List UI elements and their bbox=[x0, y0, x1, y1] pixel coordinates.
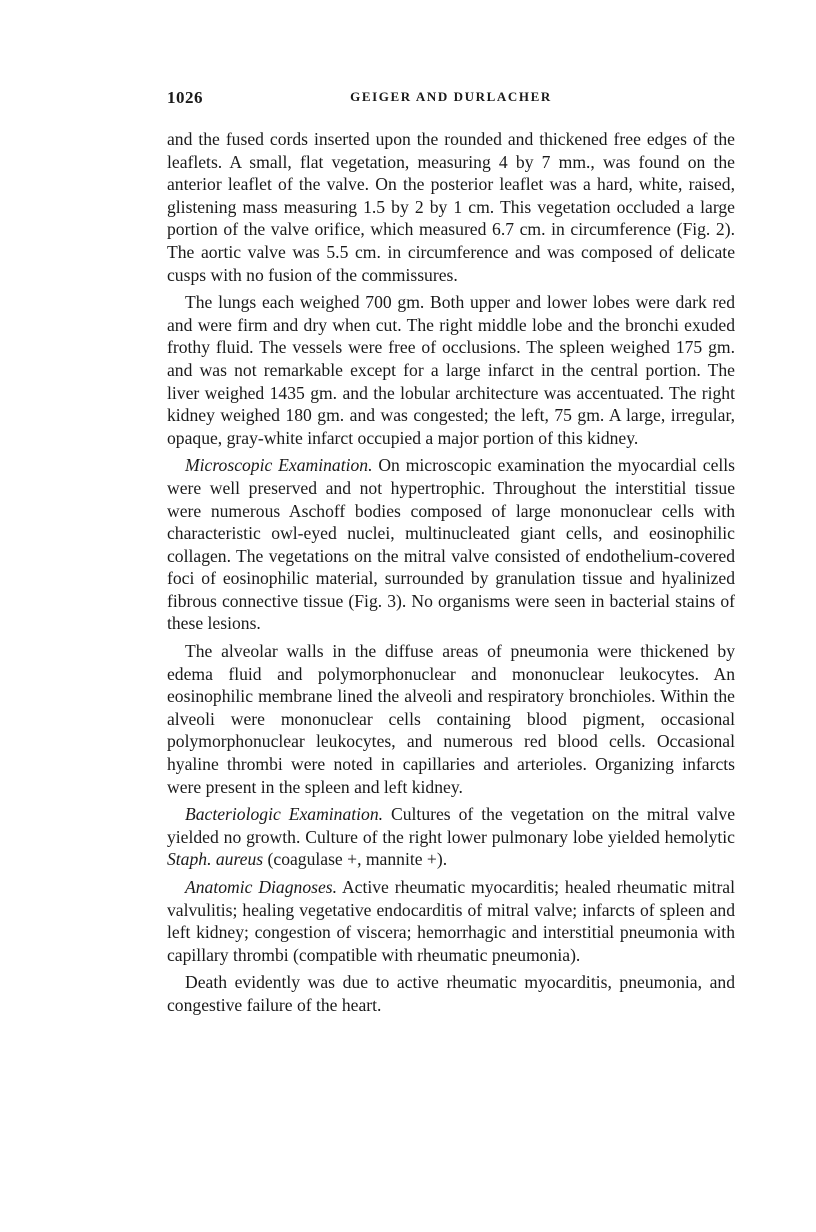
paragraph-anatomic-diagnoses bbox=[167, 876, 735, 966]
section-heading-microscopic: Microscopic Examination. bbox=[185, 455, 373, 476]
paragraph-text: Cultures of the vegetation on the mitral valve yielded no growth. Culture of the right lower pulmonary lobe yielded hemolytic bbox=[167, 804, 736, 847]
paragraph-cause-of-death: Death evidently was due to active rheumatic myocarditis, pneumonia, and congestive failure of the heart. bbox=[167, 972, 735, 1015]
body-text bbox=[167, 128, 735, 1022]
organism-name: Staph. aureus bbox=[167, 849, 264, 870]
paragraph-organs: The lungs each weighed 700 gm. Both upper and lower lobes were dark red and were firm and dry when cut. The right middle lobe and the bronchi exuded frothy fluid. The vessels were free of occlusions. The spleen weighed 175 gm. and was not remarkable except for a large infarct in the central portion. The liver weighed 1435 gm. and the lobular architecture was accentuated. The right kidney weighed 180 gm. and was congested; the left, 75 gm. A large, irregular, opaque, gray-white infarct occupied a major portion of this kidney. bbox=[167, 292, 735, 448]
paragraph-mitral-valve: and the fused cords inserted upon the rounded and thickened free edges of the leaflets. A small, flat vegetation, measuring 4 by 7 mm., was found on the anterior leaflet of the valve. On the posterior leaflet was a hard, white, raised, glistening mass measuring 1.5 by 2 by 1 cm. This vegetation occluded a large portion of the valve orifice, which measured 6.7 cm. in circumference (Fig. 2). The aortic valve was 5.5 cm. in circumference and was composed of delicate cusps with no fusion of the commissures. bbox=[167, 129, 735, 285]
running-header bbox=[167, 88, 735, 112]
section-heading-bacteriologic: Bacteriologic Examination. bbox=[185, 804, 384, 825]
paragraph-microscopic-examination bbox=[167, 454, 735, 635]
paragraph-alveolar-walls: The alveolar walls in the diffuse areas of pneumonia were thickened by edema fluid and polymorphonuclear and mononuclear leukocytes. An eosinophilic membrane lined the alveoli and respiratory bronchioles. Within the alveoli were mononuclear cells containing blood pigment, occasional polymorphonuclear leukocytes, and numerous red blood cells. Occasional hyaline thrombi were noted in capillaries and arterioles. Organizing infarcts were present in the spleen and left kidney. bbox=[167, 641, 735, 797]
paragraph-text: On microscopic examination the myocardial cells were well preserved and not hypertrophic. Throughout the interstitial tissue were numerous Aschoff bodies composed of large mononuclear cells with characteristic owl-eyed nuclei, multinucleated giant cells, and eosinophilic collagen. The vegetations on the mitral valve consisted of endothelium-covered foci of eosinophilic material, surrounded by granulation tissue and hyalinized fibrous connective tissue (Fig. 3). No organisms were seen in bacterial stains of these lesions. bbox=[167, 455, 735, 634]
running-title: GEIGER AND DURLACHER bbox=[350, 89, 552, 104]
paragraph-text: Active rheumatic myocarditis; healed rheumatic mitral valvulitis; healing vegetative endocarditis of mitral valve; infarcts of spleen and left kidney; congestion of viscera; hemorrhagic and interstitial pneumonia with capillary thrombi (compatible with rheumatic pneumonia). bbox=[167, 877, 735, 965]
section-heading-anatomic: Anatomic Diagnoses. bbox=[185, 877, 338, 897]
paragraph-bacteriologic-examination bbox=[167, 803, 735, 871]
paragraph-text: (coagulase +, mannite +). bbox=[263, 849, 448, 870]
page-number: 1026 bbox=[167, 88, 203, 107]
